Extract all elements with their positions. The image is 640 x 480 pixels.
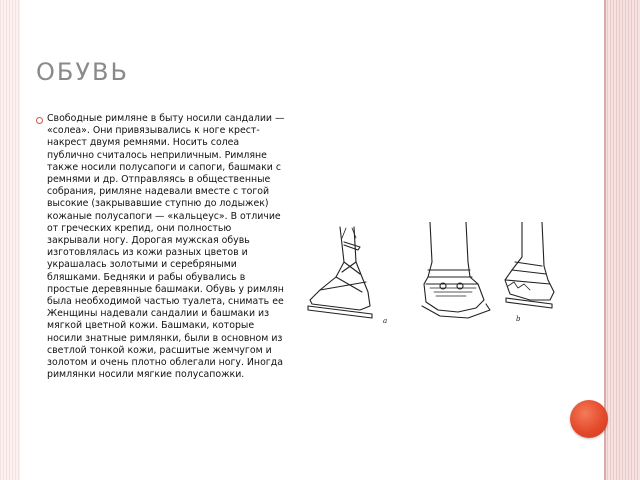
orange-circle-icon[interactable] (570, 400, 608, 438)
sandal-figure-1 (308, 227, 372, 318)
sandal-figure-3 (505, 222, 554, 308)
figure-label-b: b (516, 315, 521, 323)
left-decorative-band (0, 0, 20, 480)
body-text (47, 113, 286, 381)
paragraph-1: Свободные римляне в быту носили сандалии — «солеа». Они привязывались к ноге крест-накрест двумя ремнями. Носить солеа публично считалось неприличным. Римляне также носили полусапоги и сапоги, башмаки с ремнями и др. Отправляясь в общественные собрания, римляне надевали вместе с тогой высокие (закрывавшие ступню до лодыжек) кожаные полусапоги — «кальцеус». В отличие от греческих крепид, они полностью закрывали ногу. Дорогая мужская обувь изготовлялась из кожи разных цветов и украшалась золотыми и серебряными бляшками. Бедняки и рабы обувались в простые деревянные башмаки. Обувь у римлян была необходимой частью туалета, снимать ее (47, 113, 285, 308)
right-decorative-band (604, 0, 640, 480)
slide-title: ОБУВЬ (36, 58, 129, 86)
sandals-illustration (300, 222, 555, 330)
figure-label-a: a (383, 317, 388, 325)
bullet-content (36, 113, 286, 381)
sandal-figure-2 (422, 222, 490, 318)
bullet-ring-icon (36, 117, 43, 124)
paragraph-2: Женщины надевали сандалии и башмаки из мягкой цветной кожи. Башмаки, которые носили знатные римлянки, были в основном из светлой тонкой кожи, расшитые жемчугом и золотом и очень плотно облегали ногу. Иногда римлянки носили мягкие полусапожки. (47, 308, 283, 381)
